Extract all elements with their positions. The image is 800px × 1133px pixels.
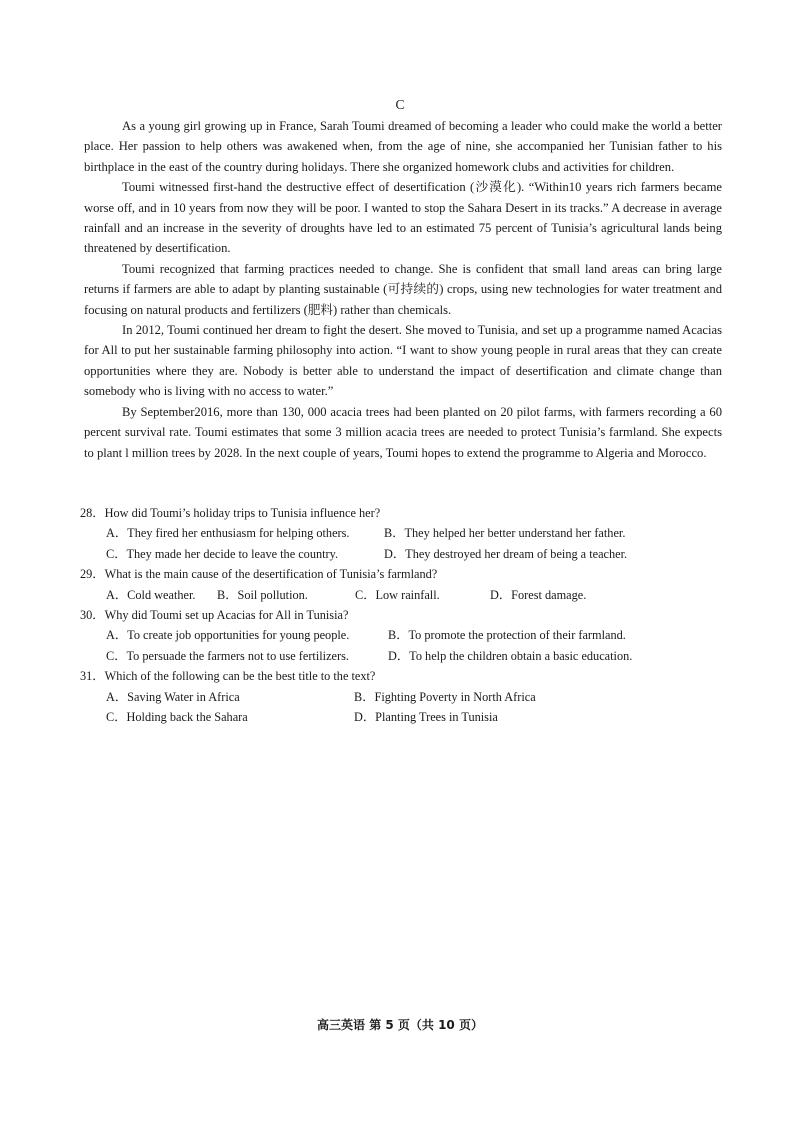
- question-30-options-row-1: [84, 625, 744, 645]
- question-28-options-row-1: [84, 523, 744, 543]
- question-29-option-d: D．Forest damage.: [490, 587, 587, 602]
- question-31-options-row-2: [84, 707, 744, 727]
- question-28-option-d: D．They destroyed her dream of being a teacher.: [384, 546, 628, 561]
- passage-paragraph-5: By September2016, more than 130, 000 acacia trees had been planted on 20 pilot farms, with farmers recording a 60 percent survival rate. Toumi estimates that some 3 million acacia trees are needed to protect Tunisia’s farmland. She expects to plant l million trees by 2028. In the next couple of years, Toumi hopes to extend the programme to Algeria and Morocco.: [84, 404, 722, 460]
- question-30-options-row-2: [84, 646, 744, 666]
- question-29-options-row: [84, 585, 744, 605]
- question-30-option-a: A．To create job opportunities for young people.: [106, 628, 350, 643]
- question-30-option-b: B．To promote the protection of their farmland.: [388, 628, 626, 643]
- question-31-stem: 31．Which of the following can be the best title to the text?: [80, 669, 376, 684]
- question-31-option-b: B．Fighting Poverty in North Africa: [354, 689, 536, 704]
- question-29-stem: 29．What is the main cause of the desertification of Tunisia’s farmland?: [80, 567, 438, 582]
- reading-passage: [84, 116, 722, 463]
- passage-paragraph-2: Toumi witnessed first-hand the destructive effect of desertification (沙漠化). “Within10 years rich farmers became worse off, and in 10 years from now they will be poor. I wanted to stop the Sahara Desert in its tracks.” A decrease in average rainfall and an increase in the severity of droughts have led to an estimated 75 percent of Tunisia’s agricultural lands being threatened by desertification.: [84, 180, 722, 256]
- question-29-option-a: A．Cold weather.: [106, 587, 196, 602]
- question-29-option-c: C．Low rainfall.: [355, 587, 440, 602]
- question-31-option-a: A．Saving Water in Africa: [106, 689, 240, 704]
- section-heading: C: [395, 97, 405, 112]
- question-30-option-c: C．To persuade the farmers not to use fertilizers.: [106, 648, 349, 663]
- passage-paragraph-3: Toumi recognized that farming practices needed to change. She is confident that small land areas can bring large returns if farmers are able to adapt by planting sustainable (可持续的) crops, using new technologies for water treatment and focusing on natural products and fertilizers (肥料) rather than chemicals.: [84, 261, 722, 317]
- question-28-stem: 28．How did Toumi’s holiday trips to Tunisia influence her?: [80, 506, 381, 520]
- page-footer: 高三英语 第 5 页（共 10 页）: [317, 1018, 483, 1032]
- question-31-option-d: D．Planting Trees in Tunisia: [354, 709, 498, 724]
- question-28-option-a: A．They fired her enthusiasm for helping others.: [106, 526, 350, 541]
- question-28-option-b: B．They helped her better understand her father.: [384, 526, 626, 541]
- passage-paragraph-4: In 2012, Toumi continued her dream to fight the desert. She moved to Tunisia, and set up a programme named Acacias for All to put her sustainable farming philosophy into action. “I want to show young people in rural areas that they can create opportunities where they are. Nobody is better able to understand the impact of desertification and climate change than somebody who is living with no access to water.”: [84, 323, 722, 399]
- question-30-option-d: D．To help the children obtain a basic education.: [388, 648, 633, 663]
- question-29-option-b: B．Soil pollution.: [217, 587, 308, 602]
- question-28-options-row-2: [84, 544, 744, 564]
- passage-paragraph-1: As a young girl growing up in France, Sarah Toumi dreamed of becoming a leader who could make the world a better place. Her passion to help others was awakened when, from the age of nine, she accompanied her Tunisian father to his birthplace in the east of the country during holidays. There she organized homework clubs and activities for children.: [84, 119, 722, 174]
- question-30-stem: 30．Why did Toumi set up Acacias for All in Tunisia?: [80, 607, 349, 622]
- question-31-option-c: C．Holding back the Sahara: [106, 709, 248, 724]
- question-28-option-c: C．They made her decide to leave the country.: [106, 546, 339, 561]
- question-31-options-row-1: [84, 687, 744, 707]
- question-list: [80, 503, 744, 727]
